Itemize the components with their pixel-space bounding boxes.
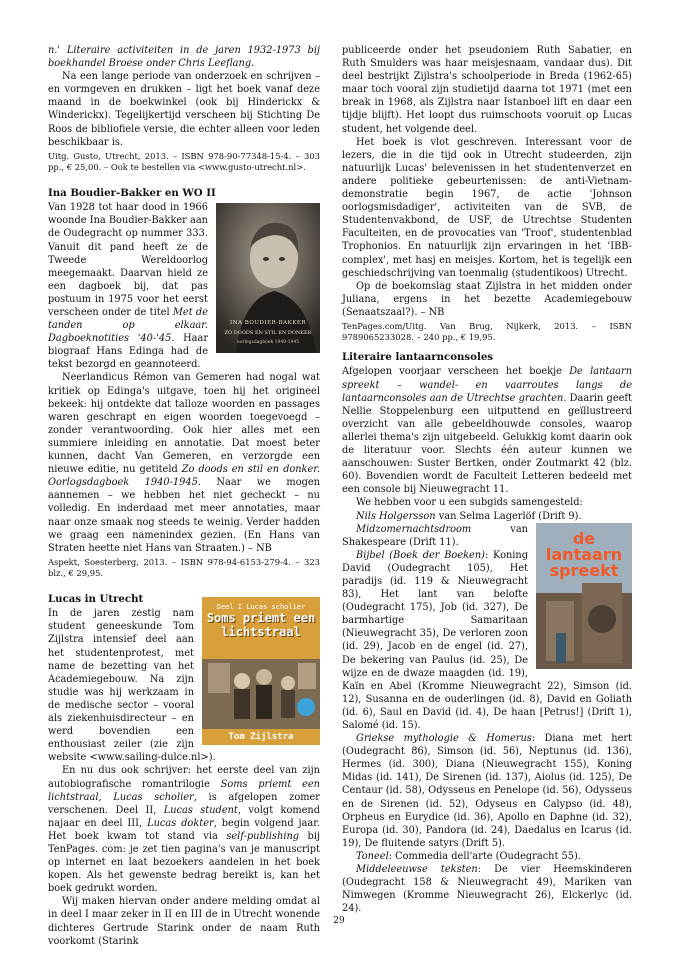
cover-subtitle: oorlogsdagboek 1940-1945: [236, 340, 300, 346]
boudier-paragraph-2: Neerlandicus Rémon van Gemeren had nogal wat kritiek op Edinga's uitgave, toen hij het origineel bekeek: hij ontdekte dat talloze woorden en passages waren geschrapt en eigen woorden toegevoegd – zonder verantwoording. Ook hier alles met een summiere inleiding en annotatie. Dat moest beter kunnen, dacht Van Gemeren, en verzorgde een nieuwe editie, nu getiteld Zo doods en stil en donker. Oorlogsdagboek 1940-1945. Naar we mogen aannemen – we hebben het niet gecheckt – nu volledig. En inderdaad met meer annotaties, maar naar onze smaak nog steeds te weinig. Verder hadden we graag een namenindex gezien. (En Hans van Straten heette niet Hans van Straaten.) – NB: [48, 372, 320, 554]
cover-title: [536, 528, 632, 580]
lantaarn-paragraph-1: Afgelopen voorjaar verscheen het boekje De lantaarn spreekt – wandel- en vaarroutes langs de lantaarnconsoles aan de Utrechtse grachten. Daarin geeft Nellie Stoppelenburg een uitputtend en geïllustreerd overzicht van alle gebeeldhouwde consoles, waarop allerlei thema's zijn uitgebeeld. Gelukkig komt daarin ook de literatuur voor. Slechts één auteur kunnen we aanschouwen: Suster Bertken, onder Zoutmarkt 42 (blz. 60). Bovendien wordt de Faculteit Letteren bedeeld met een console bij Nieuwegracht 11.: [342, 366, 632, 496]
cover-title: ZO DOODS EN STIL EN DONKER: [224, 330, 312, 337]
list-item: Nils Holgersson van Selma Lagerlöf (Drift 9).: [356, 510, 582, 522]
list-item: Middeleeuwse teksten: De vier Heemskinderen (Oudegracht 158 & Nieuwegracht 49), Mariken van Nimwegen (Kromme Nieuwegracht 26), Elckerlyc (id. 24).: [342, 864, 632, 915]
page-number: 29: [333, 916, 345, 926]
list-item: Bijbel (Boek der Boeken): Koning David (Oudegracht 105), Het paradijs (id. 119 & Nieuwegracht 83), Het lant van belofte (Oudegracht 175), Job (id. 327), De barmhartige Samaritaan (Nieuwegracht 35), De verloren zoon (id. 29), Jacob en de engel (id. 27), De bekering van Paulus (id. 25), De wijze en de dwaze maagden (id. 19), Kaïn en Abel (Kromme Nieuwegracht 22), Simson (id. 12), Susanna en de ouderlingen (id. 8), David en Goliath (id. 6), Saul en David (id. 4), De haan [Petrus!] (Drift 1), Salomé (id. 15).: [342, 549, 632, 731]
list-item: Midzomernachtsdroom van Shakespeare (Drift 11).: [342, 523, 528, 548]
lantaarn-book-cover: [536, 523, 632, 669]
left-column: [48, 44, 320, 948]
lucas-meta: TenPages.com/Uitg. Van Brug, Nijkerk, 2013. – ISBN 9789065233028. – 240 pp., € 19,95.: [342, 320, 632, 343]
lucas-cont-paragraph-1: publiceerde onder het pseudoniem Ruth Sabatier, en Ruth Smulders was haar meisjesnaam, vandaar dus). Dit deel bestrijkt Zijlstra's schoolperiode in Breda (1962-65) maar toch vooral zijn studietijd daarna tot 1971 (met een break in 1968, als Zijlstra naar Istanboel lift en daar een tijdje blijft). Het loopt dus ruimschoots vooruit op Lucas student, het volgende deel.: [342, 45, 632, 135]
intro-paragraph: Na een lange periode van onderzoek en schrijven – en vormgeven en drukken – ligt het boek vanaf deze maand in de boekwinkel (ook bij Hinderickx & Winderickx). Tegelijkertijd verscheen bij Stichting De Roos de bibliofiele versie, die echter alleen voor leden beschikbaar is.: [48, 71, 320, 148]
boudier-book-cover: [216, 203, 320, 353]
lucas-paragraph-1: In de jaren zestig nam student geneeskunde Tom Zijlstra intensief deel aan het studentenprotest, met name de bezetting van het Academiegebouw. Na zijn studie was hij werkzaam in de medische sector – vooral als ziekenhuisdirecteur – en werd bovendien een enthousiast zeiler (zie zijn website <www.sailing-dulce.nl>).: [48, 608, 216, 764]
lucas-paragraph-3: Wij maken hiervan onder andere melding omdat al in deel I maar zeker in II en III de in Utrecht wonende dichteres Gertrude Starink onder de naam Ruth voorkomt (Starink: [48, 896, 320, 947]
right-column: [342, 44, 632, 915]
cover-title-line: de: [572, 528, 596, 548]
cover-series: Deel I Lucas scholier: [216, 603, 306, 612]
boudier-heading: Ina Boudier-Bakker en WO II: [48, 187, 216, 200]
lucas-paragraph-2: En nu dus ook schrijver: het eerste deel van zijn autobiografische romantrilogie Soms priemt een lichtstraal, Lucas scholier, is afgelopen zomer verschenen. Deel II, Lucas student, volgt komend najaar en deel III, Lucas dokter, begin volgend jaar. Het boek kwam tot stand via self-publishing bij TenPages. com: je zet tien pagina's van je manuscript op internet en laat bezoekers aandelen in het boek kopen. Als het gewenste bedrag bereikt is, kan het boek gedrukt worden.: [48, 765, 321, 895]
cover-title-line: lantaarn: [545, 544, 623, 564]
boudier-meta: Aspekt, Soesterberg, 2013. – ISBN 978-94-6153-279-4. – 323 blz., € 29,95.: [48, 556, 320, 578]
lantaarn-list: [342, 510, 632, 916]
cover-photo: [202, 597, 320, 745]
cover-title: Soms priemt een lichtstraal: [206, 611, 316, 640]
intro-quote: n.' Literaire activiteiten in de jaren 1932-1973 bij boekhandel Broese onder Chris Leeflang.: [48, 45, 320, 70]
list-item: Griekse mythologie & Homerus: Diana met hert (Oudegracht 86), Simson (id. 56), Neptunus (id. 136), Hermes (id. 300), Diana (Nieuwegracht 155), Koning Midas (id. 141), De Sirenen (id. 137), Aiolus (id. 125), De Centaur (id. 58), Odysseus en Penelope (id. 56), Odysseus en de Sirenen (id. 52), Odyseus en Calypso (id. 48), Orpheus en Eurydice (id. 36), Apollo en Daphne (id. 32), Europa (id. 30), Pandora (id. 24), Daedalus en Icarus (id. 19), De fluitende satyrs (Drift 5).: [342, 733, 632, 849]
cover-author: Tom Zijlstra: [228, 732, 294, 743]
boudier-paragraph-1: Van 1928 tot haar dood in 1966 woonde Ina Boudier-Bakker aan de Oudegracht op nummer 333. Vanuit dit pand heeft ze de Tweede Wereldoorlog meegemaakt. Daarvan hield ze een dagboek bij, dat pas postuum in 1975 voor het eerst verscheen onder de titel Met de tanden op elkaar. Dagboeknotities '40-'45. Haar biograaf Hans Edinga had de tekst bezorgd en geannoteerd.: [48, 202, 208, 371]
lantaarn-paragraph-2: We hebben voor u een subgids samengesteld:: [356, 497, 583, 509]
cover-title-line: spreekt: [549, 560, 619, 580]
lucas-cont-paragraph-3: Op de boekomslag staat Zijlstra in het midden onder Juliana, ergens in het bezette Academiegebouw (Senaatszaal?). – NB: [342, 280, 632, 318]
lantaarn-heading: Literaire lantaarnconsoles: [342, 351, 494, 364]
intro-meta: Uitg. Gusto, Utrecht, 2013. – ISBN 978-90-77348-15-4. – 303 pp., € 25,00. – Ook te bestellen via <www.gusto-utrecht.nl>.: [48, 150, 320, 172]
lucas-book-cover: [202, 597, 320, 745]
lucas-heading: Lucas in Utrecht: [48, 593, 144, 606]
cover-author: INA BOUDIER-BAKKER: [230, 320, 306, 327]
lucas-cont-paragraph-2: Het boek is vlot geschreven. Interessant voor de lezers, die in die tijd ook in Utrecht studeerden, zijn natuurlijk Lucas' belevenissen in het studentenverzet en andere politieke gebeurtenissen: de anti-Vietnam-demonstratie begin 1967, de actie 'Johnson oorlogsmisdadiger', activiteiten van de SVB, de Studentenvakbond, de USF, de Utrechtse Studenten Faculteiten, en de provocaties van 'Troof', studentenblad Trophonios. En natuurlijk zijn ervaringen in het 'IBB-complex', met hasj en meisjes. Kortom, het is tegelijk een geschiedschrijving van toenmalig (studentikoos) Utrecht.: [342, 136, 632, 279]
list-item: Toneel: Commedia dell'arte (Oudegracht 55).: [356, 850, 581, 862]
